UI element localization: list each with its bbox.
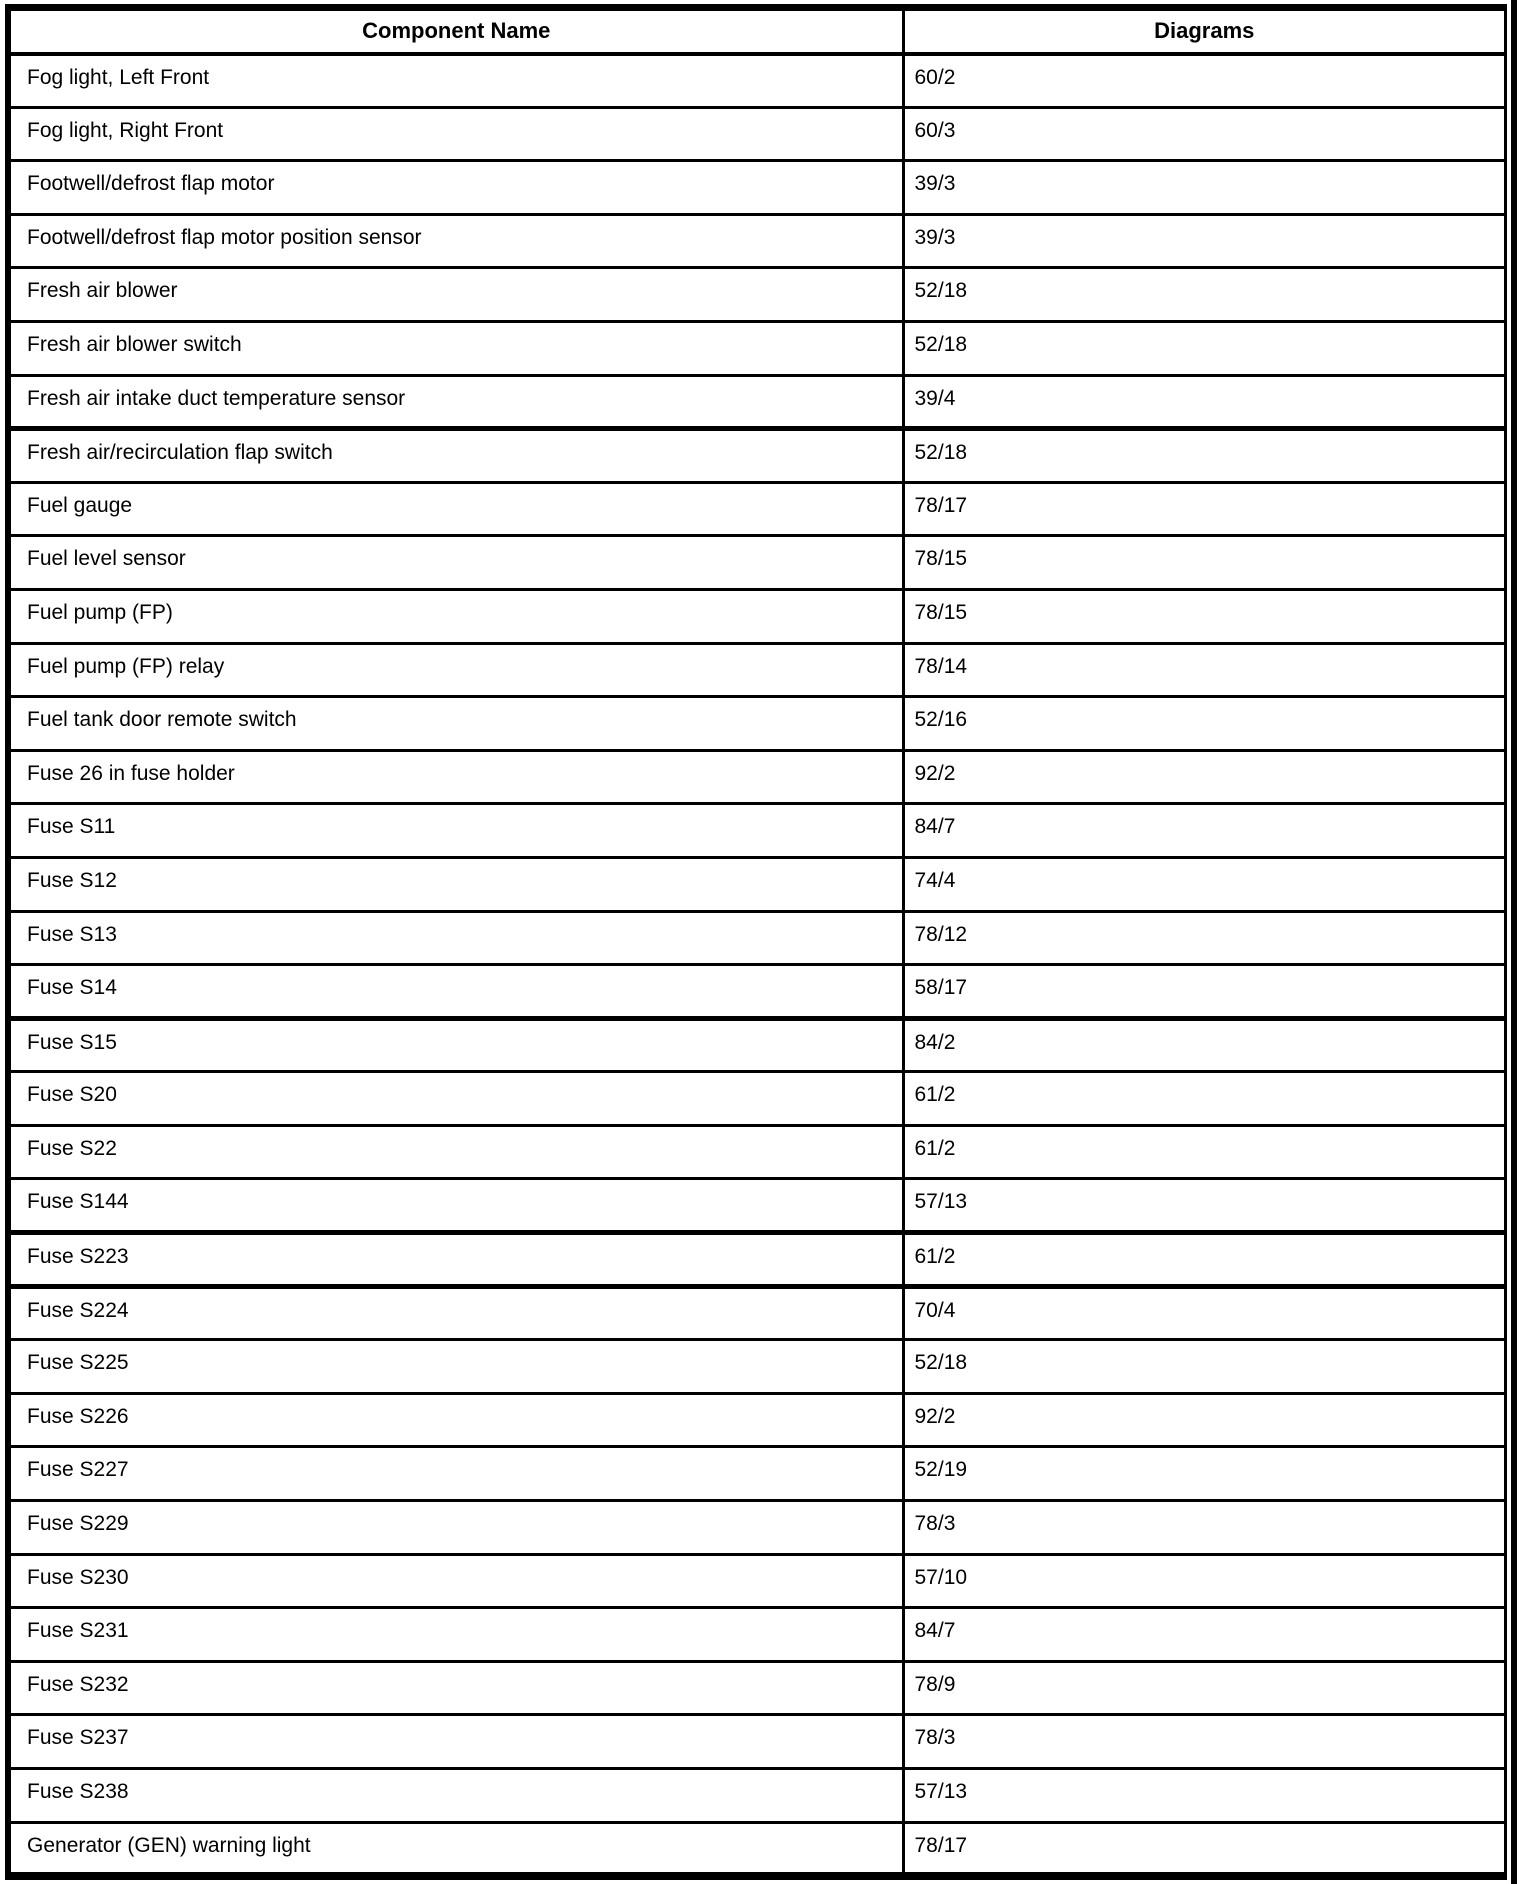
component-name-cell: Fuse S237 (8, 1715, 903, 1769)
diagram-reference-cell: 61/2 (903, 1072, 1506, 1126)
diagram-reference-cell: 78/17 (903, 482, 1506, 536)
component-name-cell: Fuse S225 (8, 1340, 903, 1394)
component-name-cell: Fuse S15 (8, 1018, 903, 1072)
table-row (8, 643, 1506, 697)
component-diagram-table (5, 4, 1507, 1880)
table-row (8, 375, 1506, 429)
table-row (8, 1608, 1506, 1662)
diagram-reference-cell: 78/12 (903, 911, 1506, 965)
component-name-cell: Fuel pump (FP) (8, 589, 903, 643)
diagram-reference-cell: 60/2 (903, 54, 1506, 108)
table-row (8, 1447, 1506, 1501)
component-name-cell: Fog light, Left Front (8, 54, 903, 108)
table-row (8, 804, 1506, 858)
component-name-cell: Fuse S231 (8, 1608, 903, 1662)
column-header-component-name: Component Name (8, 8, 903, 54)
component-name-cell: Fresh air/recirculation flap switch (8, 429, 903, 483)
diagram-reference-cell: 78/9 (903, 1661, 1506, 1715)
diagram-reference-cell: 74/4 (903, 857, 1506, 911)
diagram-reference-cell: 61/2 (903, 1125, 1506, 1179)
table-row (8, 589, 1506, 643)
component-name-cell: Fuse S144 (8, 1179, 903, 1233)
diagram-reference-cell: 52/18 (903, 268, 1506, 322)
component-name-cell: Fuse S227 (8, 1447, 903, 1501)
diagram-reference-cell: 52/18 (903, 429, 1506, 483)
table-row (8, 1072, 1506, 1126)
table-row (8, 857, 1506, 911)
diagram-reference-cell: 52/19 (903, 1447, 1506, 1501)
component-name-cell: Fuel pump (FP) relay (8, 643, 903, 697)
component-name-cell: Fuse S232 (8, 1661, 903, 1715)
diagram-reference-cell: 92/2 (903, 750, 1506, 804)
diagram-reference-cell: 39/3 (903, 214, 1506, 268)
component-name-cell: Fresh air blower (8, 268, 903, 322)
component-name-cell: Fuse S14 (8, 965, 903, 1019)
table-row (8, 1501, 1506, 1555)
diagram-reference-cell: 78/15 (903, 589, 1506, 643)
diagram-reference-cell: 84/2 (903, 1018, 1506, 1072)
table-row (8, 482, 1506, 536)
component-name-cell: Fresh air intake duct temperature sensor (8, 375, 903, 429)
diagram-reference-cell: 78/17 (903, 1822, 1506, 1876)
diagram-reference-cell: 57/10 (903, 1554, 1506, 1608)
component-name-cell: Fuse S224 (8, 1286, 903, 1340)
table-row (8, 750, 1506, 804)
page-edge-line (1511, 0, 1517, 1884)
diagram-reference-cell: 84/7 (903, 1608, 1506, 1662)
component-name-cell: Fuse S223 (8, 1233, 903, 1287)
table-header-row (8, 8, 1506, 54)
diagram-reference-cell: 39/4 (903, 375, 1506, 429)
component-name-cell: Fuse S230 (8, 1554, 903, 1608)
component-name-cell: Fuse S12 (8, 857, 903, 911)
component-name-cell: Fuel tank door remote switch (8, 697, 903, 751)
table-row (8, 268, 1506, 322)
diagram-reference-cell: 78/3 (903, 1501, 1506, 1555)
table-row (8, 1822, 1506, 1876)
component-name-cell: Footwell/defrost flap motor position sensor (8, 214, 903, 268)
table-row (8, 911, 1506, 965)
component-name-cell: Fog light, Right Front (8, 107, 903, 161)
column-header-diagrams: Diagrams (903, 8, 1506, 54)
table-row (8, 697, 1506, 751)
table-row (8, 1018, 1506, 1072)
component-name-cell: Fuse S11 (8, 804, 903, 858)
diagram-reference-cell: 78/3 (903, 1715, 1506, 1769)
table-row (8, 161, 1506, 215)
component-name-cell: Fuel level sensor (8, 536, 903, 590)
component-name-cell: Fuse 26 in fuse holder (8, 750, 903, 804)
diagram-reference-cell: 70/4 (903, 1286, 1506, 1340)
table-row (8, 321, 1506, 375)
component-name-cell: Fuse S22 (8, 1125, 903, 1179)
component-name-cell: Fuse S13 (8, 911, 903, 965)
table-row (8, 1715, 1506, 1769)
diagram-reference-cell: 39/3 (903, 161, 1506, 215)
table-row (8, 1769, 1506, 1823)
diagram-reference-cell: 92/2 (903, 1393, 1506, 1447)
component-name-cell: Fuel gauge (8, 482, 903, 536)
diagram-reference-cell: 58/17 (903, 965, 1506, 1019)
table-row (8, 1554, 1506, 1608)
table-row (8, 1661, 1506, 1715)
table-row (8, 965, 1506, 1019)
component-name-cell: Fuse S20 (8, 1072, 903, 1126)
table-row (8, 1179, 1506, 1233)
diagram-reference-cell: 57/13 (903, 1769, 1506, 1823)
component-name-cell: Footwell/defrost flap motor (8, 161, 903, 215)
component-name-cell: Fuse S226 (8, 1393, 903, 1447)
diagram-reference-cell: 52/18 (903, 1340, 1506, 1394)
diagram-reference-cell: 84/7 (903, 804, 1506, 858)
diagram-reference-cell: 52/18 (903, 321, 1506, 375)
diagram-reference-cell: 78/15 (903, 536, 1506, 590)
diagram-reference-cell: 52/16 (903, 697, 1506, 751)
table-row (8, 1125, 1506, 1179)
table-row (8, 536, 1506, 590)
table-row (8, 214, 1506, 268)
component-name-cell: Generator (GEN) warning light (8, 1822, 903, 1876)
table-row (8, 1233, 1506, 1287)
diagram-reference-cell: 78/14 (903, 643, 1506, 697)
component-name-cell: Fuse S229 (8, 1501, 903, 1555)
diagram-reference-cell: 57/13 (903, 1179, 1506, 1233)
component-name-cell: Fuse S238 (8, 1769, 903, 1823)
table-row (8, 429, 1506, 483)
table-row (8, 1340, 1506, 1394)
table-row (8, 107, 1506, 161)
diagram-reference-cell: 60/3 (903, 107, 1506, 161)
table-row (8, 1286, 1506, 1340)
component-name-cell: Fresh air blower switch (8, 321, 903, 375)
diagram-reference-cell: 61/2 (903, 1233, 1506, 1287)
table-row (8, 54, 1506, 108)
table-row (8, 1393, 1506, 1447)
